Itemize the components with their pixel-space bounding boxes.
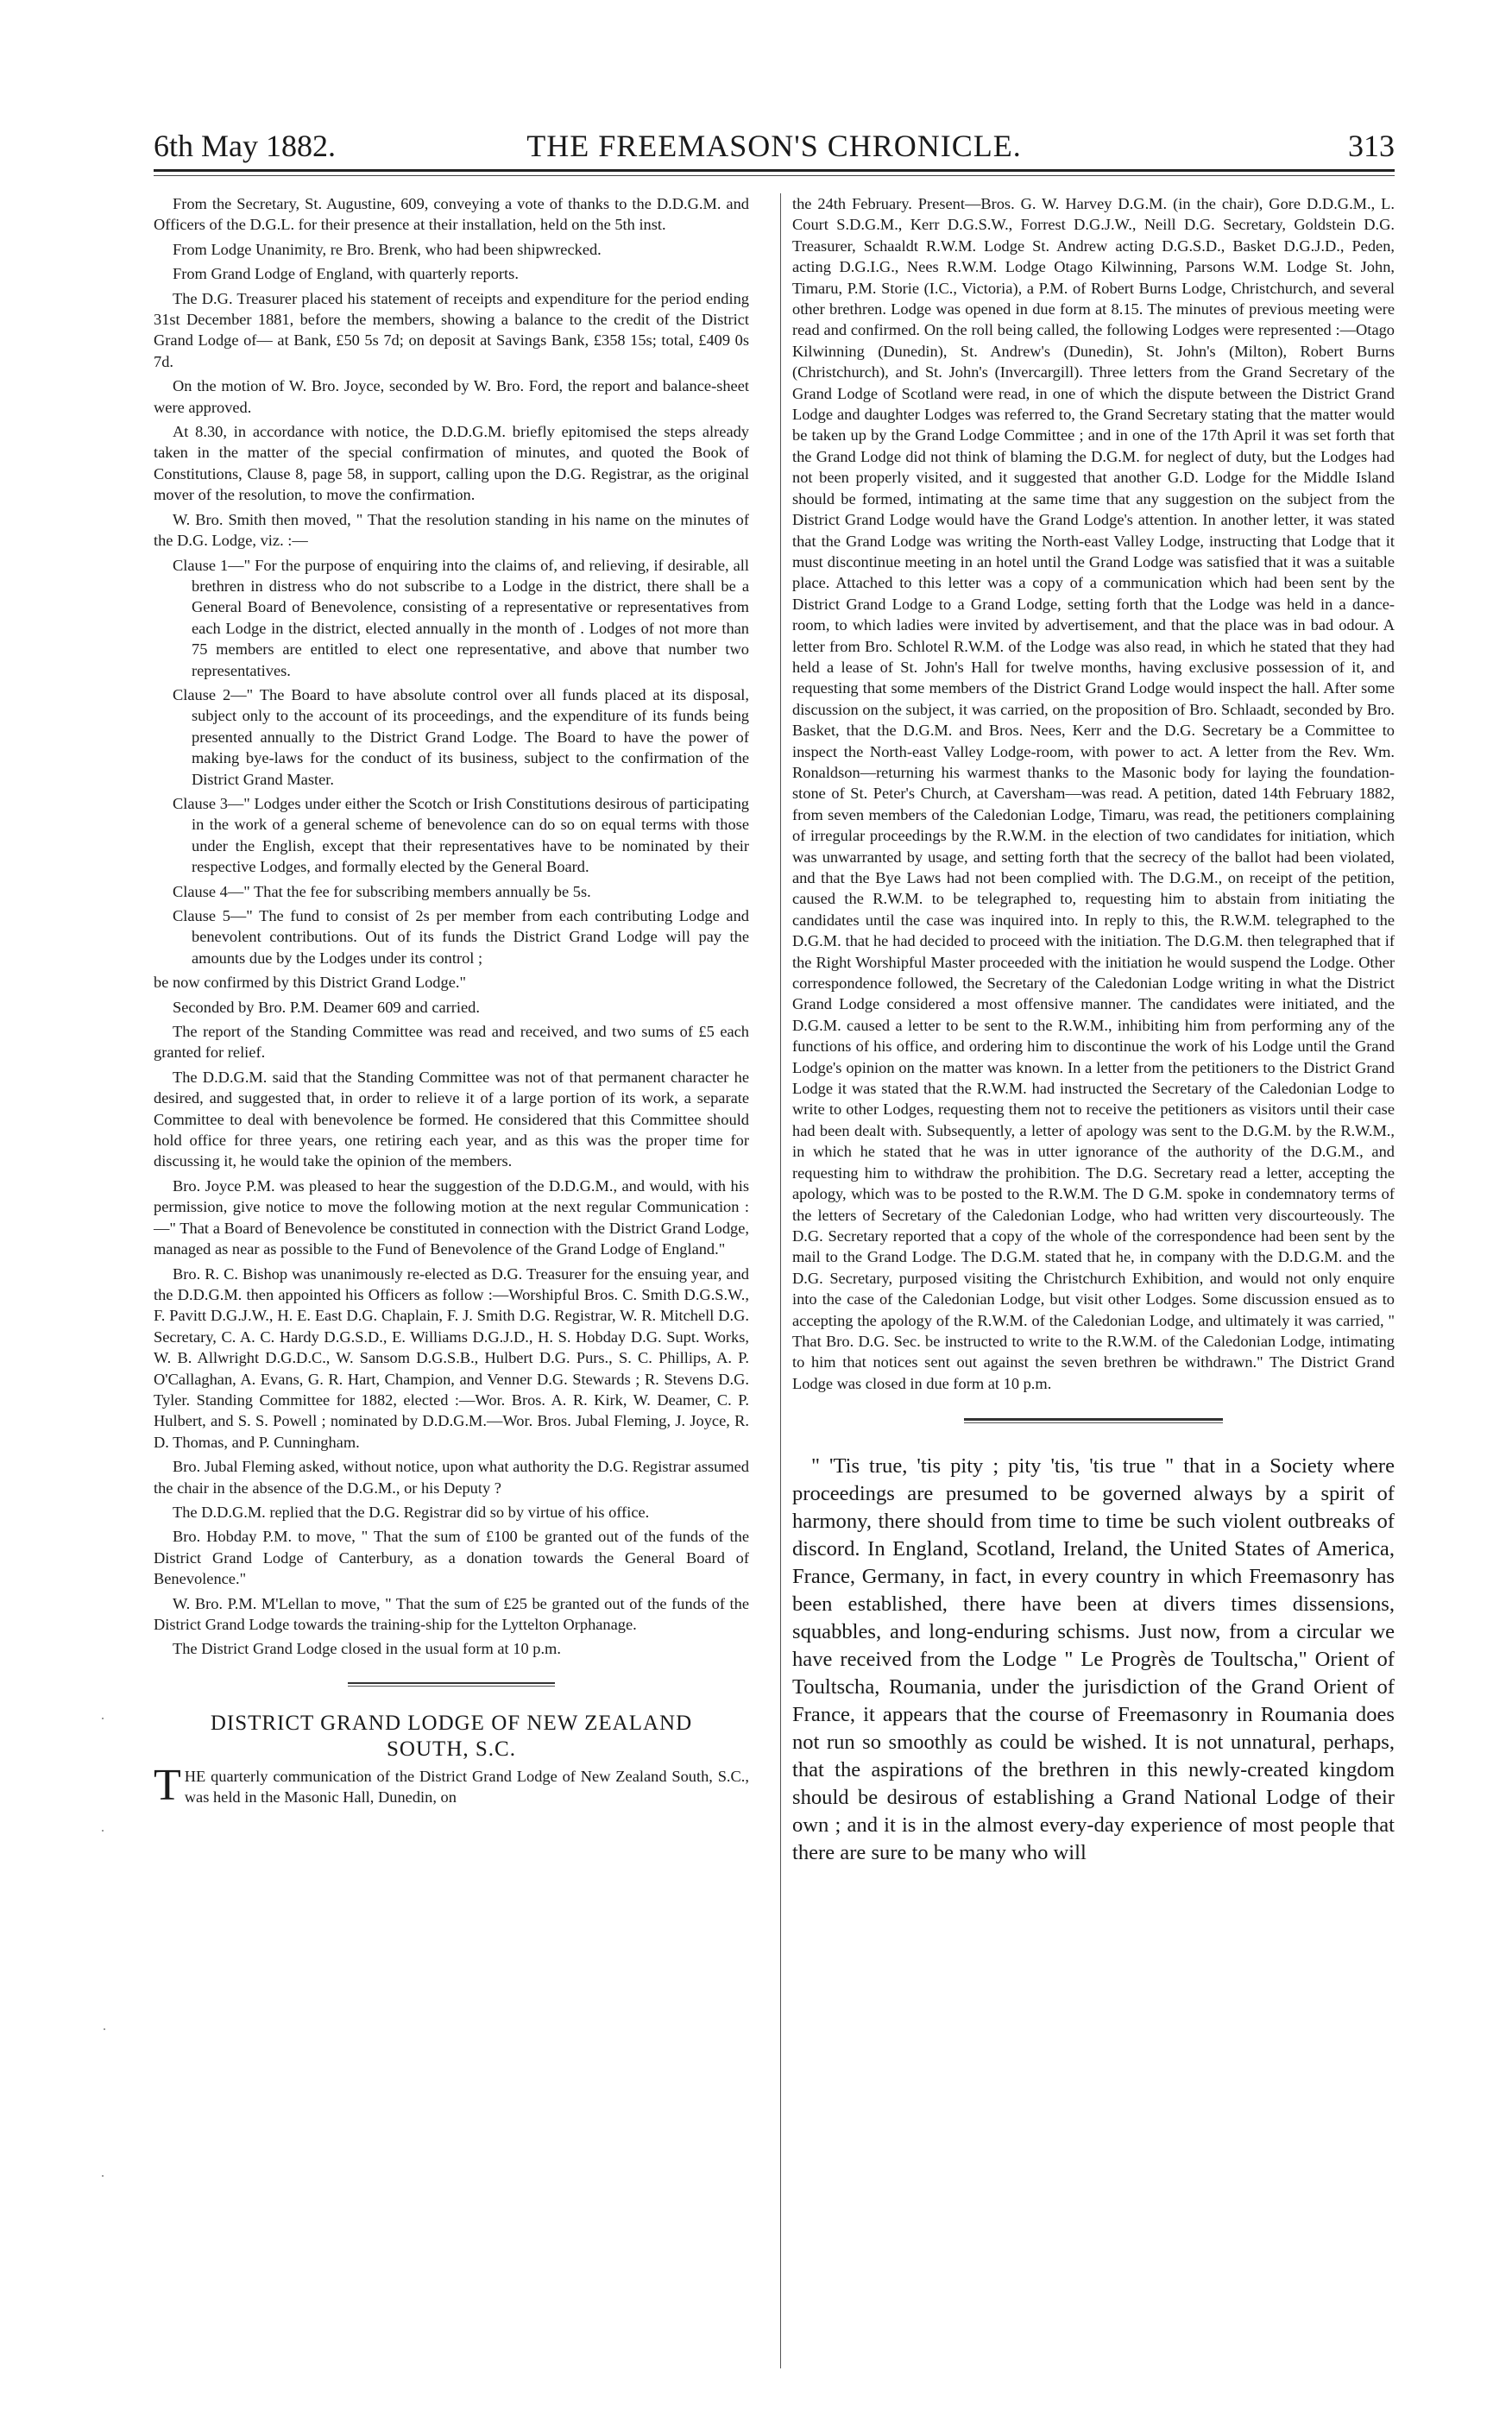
scan-speck [102,1718,104,1719]
scan-speck [102,2175,104,2177]
section-heading-line-1: DISTRICT GRAND LODGE OF NEW ZEALAND [210,1711,693,1735]
section-heading [154,1711,749,1762]
header-rule-thin [154,175,1395,176]
section-heading-line-2: SOUTH, S.C. [387,1737,516,1761]
editorial-paragraph: " 'Tis true, 'tis pity ; pity 'tis, 'tis true " that in a Society where proceedings are presumed to be governed always by a spirit of harmony, there should from time to time be such violent outbreaks of discord. In England, Scotland, Ireland, the United States of America, France, Germany, in fact, in every country in which Freemasonry has been established, there have been at divers times dissensions, squabbles, and long-enduring schisms. Just now, from a circular we have received from the Lodge " Le Progrès de Toultscha," Orient of Toultscha, Roumania, under the jurisdiction of the Grand Orient of France, it appears that the course of Freemasonry in Roumania does not run so smoothly as could be wished. It is not unnatural, perhaps, that the aspirations of the brethren in this newly-created kingdom should be desirous of establishing a Grand National Lodge of their own ; and it is in the almost every-day experience of most people that there are sure to be many who will [792,1454,1395,1865]
paragraph: At 8.30, in accordance with notice, the D.D.G.M. briefly epitomised the steps already taken in the matter of the special confirmation of minutes, and quoted the Book of Constitutions, Clause 8, page 58, in support, calling upon the D.G. Registrar, as the original mover of the resolution, to move the confirmation. [154,423,749,504]
scan-speck [104,2028,105,2030]
paragraph: The D.D.G.M. said that the Standing Committee was not of that permanent character he desired, and suggested that, in order to relieve it of a large portion of its work, a separate Committee to deal with benevolence be formed. He considered that this Committee should hold office for three years, one retiring each year, and as this was the proper time for discussing it, he would take the opinion of the members. [154,1068,749,1170]
paragraph: Seconded by Bro. P.M. Deamer 609 and carried. [173,998,480,1016]
report-paragraph: the 24th February. Present—Bros. G. W. Harvey D.G.M. (in the chair), Gore D.D.G.M., L. Court S.D.G.M., Kerr D.G.S.W., Forrest D.G.J.W., Neill D.G. Secretary, Goldstein D.G. Treasurer, Schaaldt R.W.M. Lodge St. Andrew acting D.G.S.D., Basket D.G.J.D., Peden, acting D.G.I.G., Nees R.W.M. Lodge Otago Kilwinning, Parsons W.M. Lodge St. John, Timaru, P.M. Storie (I.C., Victoria), a P.M. of Robert Burns Lodge, Christchurch, and several other brethren. Lodge was opened in due form at 8.15. The minutes of previous meeting were read and confirmed. On the roll being called, the following Lodges were represented :—Otago Kilwinning (Dunedin), St. Andrew's (Dunedin), St. John's (Milton), Robert Burns (Christchurch), and St. John's (Invercargill). Three letters from the Grand Secretary of the Grand Lodge of Scotland were read, in one of which the dispute between the District Grand Lodge and daughter Lodges was referred to, the Grand Secretary stating that the matter would be taken up by the Grand Lodge Committee ; and in one of the 17th April it was set forth that the Grand Lodge did not think of blaming the D.G.M. for neglect of duty, but the Lodges had not been properly visited, and it suggested that another G.D. Lodge for the Middle Island should be formed, intimating at the same time that any suggestion on the subject from the District Grand Lodge would have the Grand Lodge's attention. In another letter, it was stated that the Grand Lodge was writing the North-east Valley Lodge, instructing that Lodge that it must discontinue meeting in an hotel until the Grand Lodge was satisfied that it was a suitable place. Attached to this letter was a copy of a communication which had been sent by the District Grand Lodge to a Grand Lodge, setting forth that the Lodge was held in a dance-room, to which ladies were invited by advertisement, and that the place was in bad odour. A letter from Bro. Schlotel R.W.M. of the Lodge was also read, in which he stated that they had held a lease of St. John's Hall for twelve months, having exclusive possession of it, and requesting that some members of the District Grand Lodge would inspect the hall. After some discussion on the subject, it was carried, on the proposition of Bro. Schlaadt, seconded by Bro. Basket, that the D.G.M. and Bros. Nees, Kerr and the D.G. Secretary be a Committee to inspect the North-east Valley Lodge-room, with power to act. A letter from the Rev. Wm. Ronaldson—returning his warmest thanks to the Masonic body for laying the foundation-stone of St. Peter's Church, at Caversham—was read. A petition, dated 14th February 1882, from seven members of the Caledonian Lodge, Timaru, was read, the petitioners complaining of irregular proceedings by the R.W.M. in the election of two candidates for initiation, which was unwarranted by usage, and setting forth that the secrecy of the ballot had been violated, and that the Bye Laws had not been complied with. The D.G.M., on receipt of the petition, caused the R.W.M. to be telegraphed to, requesting him to abstain from initiating the candidates until the case was inquired into. In reply to this, the R.W.M. telegraphed to the D.G.M. that he had decided to proceed with the initiation. The D.G.M. then telegraphed that if the Right Worshipful Master proceeded with the initiation he would suspend the Lodge. Other correspondence followed, the Secretary of the Caledonian Lodge writing in what the District Grand Lodge considered a most offensive manner. The candidates were initiated, and the D.G.M. caused a letter to be sent to the R.W.M., inhibiting him from performing any of the functions of his office, and ordering him to discontinue the work of his Lodge until the Grand Lodge's opinion on the matter was known. In a letter from the petitioners to the District Grand Lodge it was stated that the R.W.M. had instructed the Secretary of the Caledonian Lodge to write to other Lodges, requesting them not to receive the petitioners as visitors until their case had been dealt with. Subsequently, a letter of apology was sent to the D.G.M. by the R.W.M., in which he stated that he was in utter ignorance of the authority of the D.G.M., and requesting him to withdraw the prohibition. The D.G. Secretary read a letter, accepting the apology, which was to be posted to the R.W.M. The D G.M. spoke in condemnatory terms of the letters of Secretary of the Caledonian Lodge, who had written very discourteously. The D.G. Secretary reported that a copy of the whole of the correspondence had been sent by the mail to the Grand Lodge. The D.G.M. stated that he, in company with the D.D.G.M. and the D.G. Secretary, purposed visiting the Christchurch Exhibition, and would not only enquire into the case of the Caledonian Lodge, but visit other Lodges. Some discussion ensued as to accepting the apology of the R.W.M. of the Caledonian Lodge, and ultimately it was carried, " That Bro. D.G. Sec. be instructed to write to the R.W.M. of the Caledonian Lodge, intimating to him that notices sent out against the seven brethren be withdrawn." The District Grand Lodge was closed in due form at 10 p.m. [792,195,1395,1392]
paragraph: W. Bro. P.M. M'Lellan to move, " That the sum of £25 be granted out of the funds of the District Grand Lodge towards the training-ship for the Lyttelton Orphanage. [154,1594,749,1633]
clause-4: Clause 4—" That the fee for subscribing members annually be 5s. [173,882,591,900]
page-header [154,123,1395,166]
section-separator [964,1418,1223,1423]
paragraph: On the motion of W. Bro. Joyce, seconded by W. Bro. Ford, the report and balance-sheet were approved. [154,377,749,416]
clause-1: Clause 1—" For the purpose of enquiring into the claims of, and relieving, if desirable, all brethren in distress who do not subscribe to a Lodge in the district, there shall be a General Board of Benevolence, consisting of a representative or representatives from each Lodge in the district, elected annually in the month of . Lodges of not more than 75 members are entitled to elect one representative, and above that number two representatives. [173,556,749,679]
paragraph: be now confirmed by this District Grand Lodge." [154,974,466,992]
page-number: 313 [1348,129,1395,163]
paragraph: Bro. R. C. Bishop was unanimously re-elected as D.G. Treasurer for the ensuing year, and the D.D.G.M. then appointed his Officers as follow :—Worshipful Bros. C. Smith D.G.S.W., F. Pavitt D.G.J.W., H. E. East D.G. Chaplain, F. J. Smith D.G. Registrar, W. R. Mitchell D.G. Secretary, C. A. C. Hardy D.G.S.D., E. Williams D.G.J.D., H. S. Hobday D.G. Supt. Works, W. B. Allwright D.G.D.C., W. Sansom D.G.S.B., Hulbert D.G. Purs., S. C. Phillips, A. P. O'Callaghan, A. Evans, G. R. Hart, Champion, and Venner D.G. Stewards ; R. Stevens D.G. Tyler. Standing Committee for 1882, elected :—Wor. Bros. A. R. Kirk, W. Deamer, C. P. Hulbert, and S. S. Powell ; nominated by D.D.G.M.—Wor. Bros. Jubal Fleming, J. Joyce, R. D. Thomas, and P. Cunningham. [154,1264,749,1451]
paragraph: From the Secretary, St. Augustine, 609, conveying a vote of thanks to the D.D.G.M. and Officers of the D.G.L. for their presence at their installation, held on the 5th inst. [154,195,749,234]
section-opening-paragraph [154,1760,749,1810]
paragraph: The D.G. Treasurer placed his statement of receipts and expenditure for the period ending 31st December 1881, before the members, showing a balance to the credit of the District Grand Lodge of— at Bank, £50 5s 7d; on deposit at Savings Bank, £358 15s; total, £409 0s 7d. [154,289,749,370]
publication-title: THE FREEMASON'S CHRONICLE. [526,129,1022,163]
paragraph: Bro. Hobday P.M. to move, " That the sum of £100 be granted out of the funds of the District Grand Lodge of Canterbury, as a donation towards the General Board of Benevolence." [154,1528,749,1588]
clause-5: Clause 5—" The fund to consist of 2s per member from each contributing Lodge and benevolent contributions. Out of its funds the District Grand Lodge will pay the amounts due by the Lodges under its control ; [173,907,749,967]
clause-3: Clause 3—" Lodges under either the Scotch or Irish Constitutions desirous of participating in the work of a general scheme of benevolence can do so on equal terms with those under the English, except that their representatives have to be nominated by their respective Lodges, and formally elected by the General Board. [173,794,749,876]
paragraph: Bro. Jubal Fleming asked, without notice, upon what authority the D.G. Registrar assumed the chair in the absence of the D.G.M., or his Deputy ? [154,1458,749,1497]
left-column [154,193,749,1812]
paragraph: The District Grand Lodge closed in the usual form at 10 p.m. [173,1640,561,1658]
issue-date: 6th May 1882. [154,129,336,163]
paragraph: From Lodge Unanimity, re Bro. Brenk, who had been shipwrecked. [173,240,602,258]
header-rule-thick [154,169,1395,172]
clause-2: Clause 2—" The Board to have absolute control over all funds placed at its disposal, subject only to the account of its proceedings, and the expenditure of its funds being presented annually to the District Grand Lodge. The Board to have the power of making bye-laws for the conduct of its business, subject to the confirmation of the District Grand Master. [173,685,749,788]
paragraph: Bro. Joyce P.M. was pleased to hear the suggestion of the D.D.G.M., and would, with his permission, give notice to move the following motion at the next regular Communication :—" That a Board of Benevolence be constituted in connection with the District Grand Lodge, managed as near as possible to the Fund of Benevolence of the Grand Lodge of England." [154,1176,749,1258]
column-divider [780,193,781,2368]
paragraph: The report of the Standing Committee was read and received, and two sums of £5 each granted for relief. [154,1023,749,1062]
paragraph: From Grand Lodge of England, with quarterly reports. [173,265,519,283]
paragraph: The D.D.G.M. replied that the D.G. Registrar did so by virtue of his office. [173,1503,650,1521]
section-opening-text: HE quarterly communication of the District Grand Lodge of New Zealand South, S.C., was held in the Masonic Hall, Dunedin, on [184,1767,749,1807]
drop-cap: T [154,1760,181,1810]
paragraph: W. Bro. Smith then moved, " That the resolution standing in his name on the minutes of the D.G. Lodge, viz. :— [154,510,749,550]
scan-speck [102,1830,104,1832]
right-column [792,193,1395,1870]
section-separator [348,1682,555,1687]
